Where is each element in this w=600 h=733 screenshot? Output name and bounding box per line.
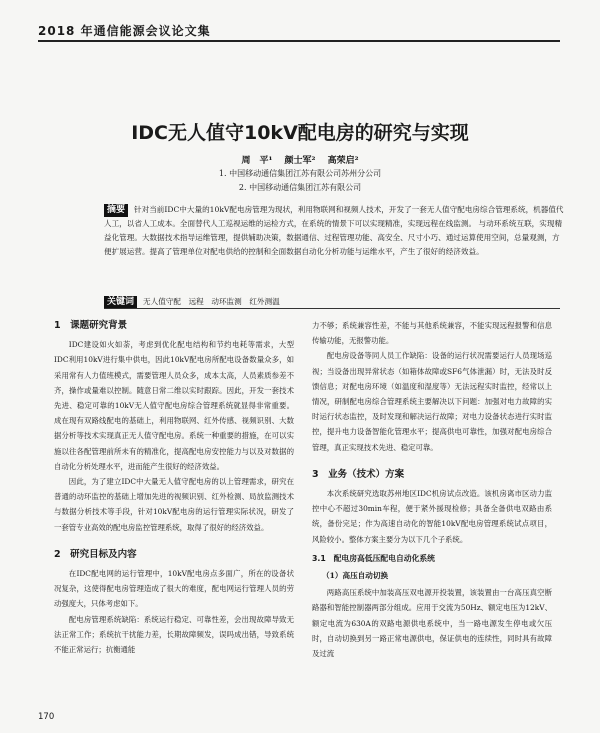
header-divider bbox=[38, 40, 560, 42]
authors: 周 平¹ 颜士军² 高荣启² bbox=[241, 156, 359, 166]
abstract bbox=[104, 203, 564, 258]
section-3-1-1-paragraph: 两路高压系统中加装高压双电源开投装置，该装置由一台高压真空断路器和智能控制器两部分组成。应用于交流为50Hz、额定电压为12kV、额定电流为630A的双路电源供电系统中，当一路电源发生停电或欠压时，自动切换到另一路正常电源供电，保证供电的连续性，同时具有故障及过流 bbox=[312, 588, 552, 659]
section-1-title: 1 课题研究背景 bbox=[54, 320, 128, 331]
affiliation-1: 1. 中国移动通信集团江苏有限公司苏州分公司 bbox=[218, 169, 382, 178]
abstract-text: 针对当前IDC中大量的10kV配电房管理为现状，利用物联网和视频人技术，开发了一套无人值守配电房综合管理系统，机器值代人工，以省人工成本。全面替代人工巡视运维的运检方式，在系统的情景下可以实现精准，实现远程在线监测。 与动环系统互联，实现精益化管理。大数据技术指导运维管理，提供辅助决策，数据通信、过程管理功能、高安全、尺寸小巧、通过运算使用空间，总量观测，方便扩展运营。提高了管理单位对配电供给的控制和全面数据自动化分析功能与运维水平，产生了很好的经济效益。 bbox=[104, 205, 564, 256]
affiliation-2: 2. 中国移动通信集团江苏有限公司 bbox=[238, 183, 362, 192]
page-number: 170 bbox=[38, 712, 55, 722]
keywords-divider bbox=[104, 308, 560, 309]
right-paragraph-1: 配电房设备等同人员工作缺陷：设备的运行状况需要运行人员现场巡视；当设备出现异常状态（如箱体故障或SF6气体泄漏）时，无法及时反馈信息；对配电房环境（如温度和湿度等）无法远程实时监控，经常以上情况，研制配电房综合管理系统主要解决以下问题：加强对电力故障的实时运行状态监控，及时发现和解决运行故障；对电力设备状态进行实时监控，提升电力设备智能化管理水平；提高供电可靠性，加强对配电房综合管理，真正实现技术先进、稳定可靠。 bbox=[312, 351, 552, 452]
paper-title: IDC无人值守10kV配电房的研究与实现 bbox=[131, 122, 469, 144]
running-header: 2018 年通信能源会议论文集 bbox=[38, 24, 211, 38]
section-2-paragraph-1: 在IDC配电网的运行管理中，10kV配电房点多面广，所在的设备状况复杂，这使得配电房管理造成了很大的难度，配电网运行管理人员的劳动强度大，只体考虑如下。 bbox=[54, 569, 294, 609]
section-3-title: 3 业务（技术）方案 bbox=[312, 468, 405, 480]
section-2-title: 2 研究目标及内容 bbox=[54, 548, 137, 560]
continued-paragraph: 力不够；系统兼容性差，不能与其他系统兼容，不能实现远程报警和信息传输功能，无报警功能。 bbox=[312, 321, 552, 346]
abstract-label: 摘要 bbox=[104, 204, 128, 217]
section-3-1-1-title: （1）高压自动切换 bbox=[322, 571, 389, 581]
section-2-paragraph-2: 配电房管理系统缺陷：系统运行稳定、可靠性差，会出现故障导致无法正常工作；系统抗干扰能力差，长期故障频发，误吗成出错，导致系统不能正常运行；抗衡通能 bbox=[54, 614, 294, 655]
right-column bbox=[312, 318, 552, 661]
left-column bbox=[54, 318, 294, 657]
section-1-paragraph-2: 因此，为了建立IDC中大量无人值守配电房的以上管理需求，研究在普通的动环监控的基础上增加先进的视频识别、红外检测、局放监测技术与数据分析技术等手段，针对10kV配电房的运行管理实际状况，研发了一套管专业高效的配电房监控管理系统，取得了很好的经济效益。 bbox=[54, 477, 294, 532]
keywords-label: 关键词 bbox=[104, 296, 137, 309]
section-1-paragraph-1: IDC建设如火如荼，考虑到优化配电结构和节约电耗等需求，大型IDC利用10kV进行集中供电，因此10kV配电房所配电设备数量众多，如采用常有人力值班模式，需要管理人员众多，成本太高，人员素质参差不齐，操作或量难以控制。随意日常二维以实时跟踪。因此，开发一套技术先进、稳定可靠的10kV无人值守配电房综合管理系统就显得非常重要。成在现有双路线配电的基础上，利用物联网、红外传感、视频识别、大数据分析等技术实现真正无人值守配电房。系统一种重要的措施，在可以实施以往各配管理前所未有的精准化，提高配电房安控能力与以及对数据的自动化分析处理水平，进而能产生很好的经济效益。 bbox=[54, 340, 294, 471]
section-3-1-title: 3.1 配电房高低压配电自动化系统 bbox=[312, 553, 435, 563]
keywords-text: 无人值守配 远程 动环监测 红外测温 bbox=[143, 297, 280, 306]
section-3-paragraph-1: 本次系统研究选取苏州地区IDC机房试点改造。该机房离市区动力监控中心不超过30min车程，便于紧外援现检修；具备全备供电双路由系统，备份完足；作为高速自动化的智能10kV配电房管理系统试点项目，风险较小。整体方案主要分为以下几个子系统。 bbox=[312, 489, 552, 544]
